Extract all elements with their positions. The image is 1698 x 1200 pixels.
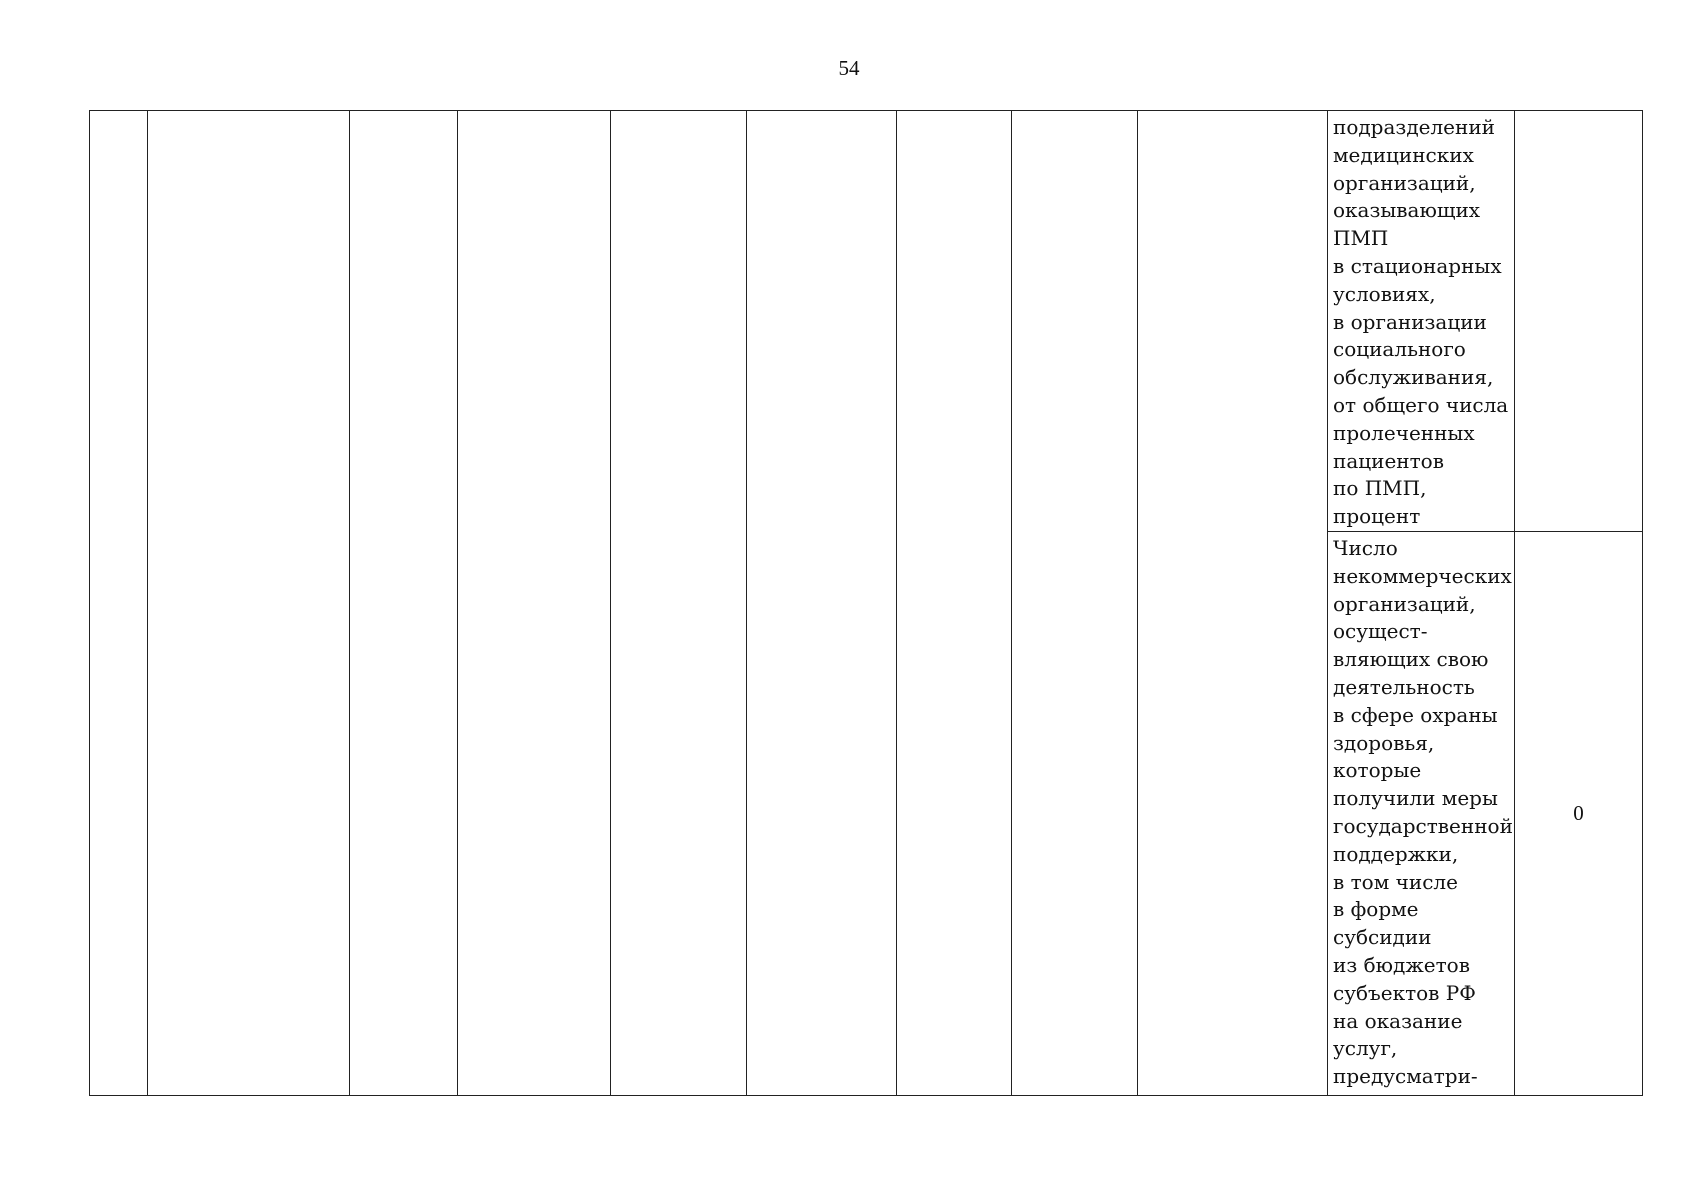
value-cell [1515,111,1643,532]
data-table [89,110,1643,1096]
table-cell-col-2 [148,111,350,1096]
indicator-text: подразделений медицинских организаций, оказывающих ПМП в стационарных условиях, в организации социального обслуживания, от общего числа пролеченных пациентов по ПМП, процент [1333,115,1509,529]
indicator-text: Число некоммерческих организаций, осущест- вляющих свою деятельность в сфере охраны здоровья, которые получили меры государственной поддержки, в том числе в форме субсидии из бюджетов субъектов РФ на оказание услуг, предусматри- [1333,536,1513,1089]
indicator-cell [1328,111,1515,532]
value-cell: 0 [1515,532,1643,1096]
table-cell-col-4 [458,111,611,1096]
table-cell-col-9 [1138,111,1328,1096]
table-row [90,111,1643,532]
table-cell-col-6 [747,111,897,1096]
table-cell-col-7 [897,111,1012,1096]
table-cell-col-5 [611,111,747,1096]
indicator-cell [1328,532,1515,1096]
table-cell-col-3 [350,111,458,1096]
page-number: 54 [838,56,860,80]
table-cell-col-8 [1012,111,1138,1096]
table-cell-col-1 [90,111,148,1096]
